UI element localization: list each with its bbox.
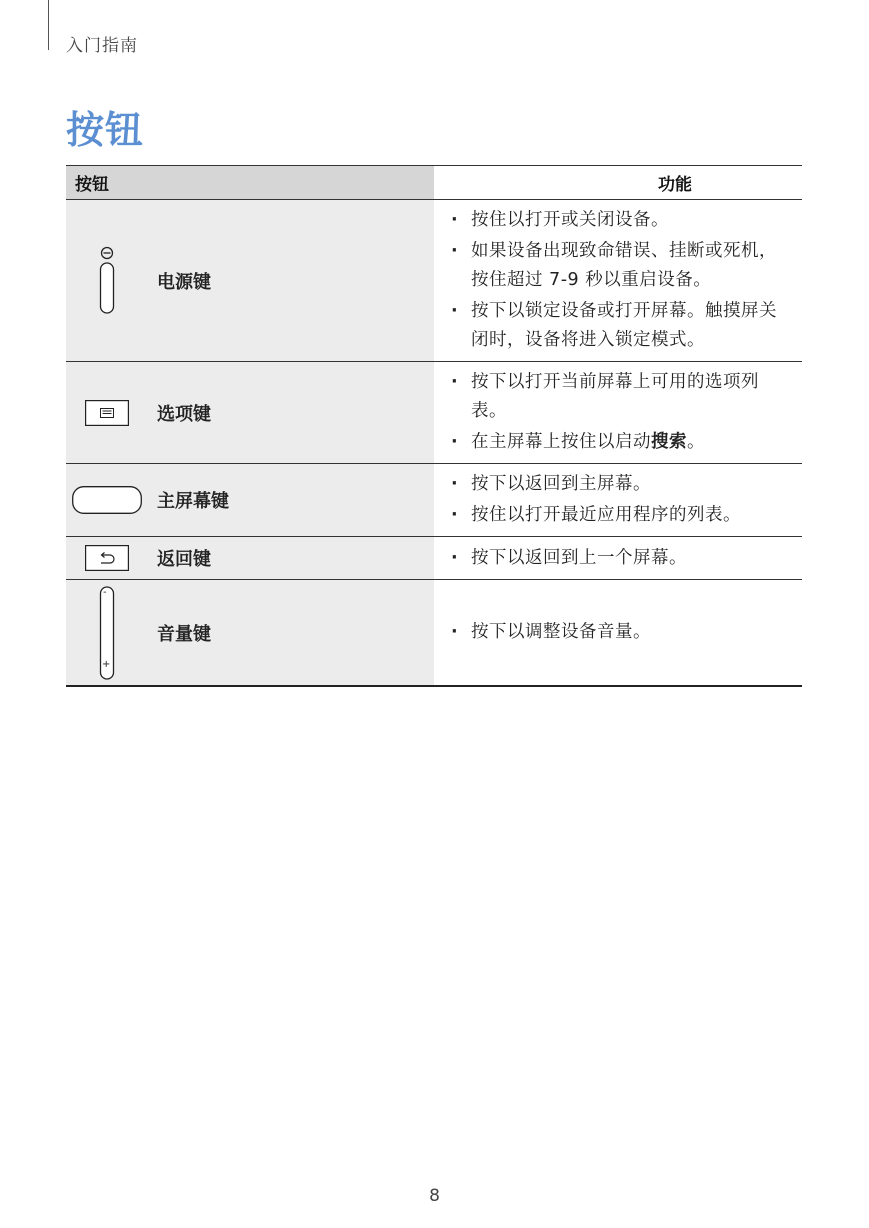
back-key-icon (85, 545, 129, 571)
list-item: · 按下以返回到上一个屏幕。 (434, 544, 802, 573)
search-text-prefix: 在主屏幕上按住以启动 (471, 432, 651, 452)
function-cell-menu (434, 362, 802, 464)
list-item: · 按住以打开最近应用程序的列表。 (434, 501, 802, 530)
column-header-button: 按钮 (66, 166, 434, 200)
button-cell-menu (66, 362, 434, 464)
section-header: 入门指南 (66, 36, 138, 56)
function-cell-home (434, 464, 802, 537)
page-number: 8 (429, 1186, 440, 1206)
table-row (66, 580, 802, 687)
home-key-icon (72, 486, 142, 514)
button-cell-volume (66, 580, 434, 687)
list-item: · 按下以锁定设备或打开屏幕。触摸屏关闭时，设备将进入锁定模式。 (434, 297, 802, 355)
button-cell-home (66, 464, 434, 537)
volume-plus-label: + (102, 659, 111, 670)
margin-rule (48, 0, 49, 50)
power-button-icon (97, 245, 117, 315)
table-row (66, 362, 802, 464)
function-cell-volume (434, 580, 802, 687)
key-label-back: 返回键 (157, 549, 211, 570)
list-item: · 如果设备出现致命错误、挂断或死机，按住超过 7-9 秒以重启设备。 (434, 237, 802, 295)
column-header-function: 功能 (434, 166, 802, 200)
key-label-power: 电源键 (157, 272, 211, 293)
search-keyword: 搜索 (651, 432, 687, 452)
list-item: · 按住以打开或关闭设备。 (434, 206, 802, 235)
table-row (66, 537, 802, 580)
table-row (66, 464, 802, 537)
menu-key-icon (85, 400, 129, 426)
key-label-volume: 音量键 (157, 624, 211, 645)
button-cell-back (66, 537, 434, 580)
list-item: · 按下以打开当前屏幕上可用的选项列表。 (434, 368, 802, 426)
volume-minus-label: - (103, 587, 107, 598)
list-item (434, 428, 802, 457)
button-cell-power (66, 200, 434, 362)
buttons-table (66, 165, 802, 687)
function-cell-back (434, 537, 802, 580)
list-item: · 按下以返回到主屏幕。 (434, 470, 802, 499)
table-header-row (66, 166, 802, 200)
search-text-suffix: 。 (687, 432, 705, 452)
key-label-home: 主屏幕键 (157, 490, 229, 512)
key-label-menu: 选项键 (157, 403, 211, 425)
table-row (66, 200, 802, 362)
page-title: 按钮 (66, 108, 145, 152)
function-cell-power (434, 200, 802, 362)
list-item: · 按下以调整设备音量。 (434, 618, 802, 647)
